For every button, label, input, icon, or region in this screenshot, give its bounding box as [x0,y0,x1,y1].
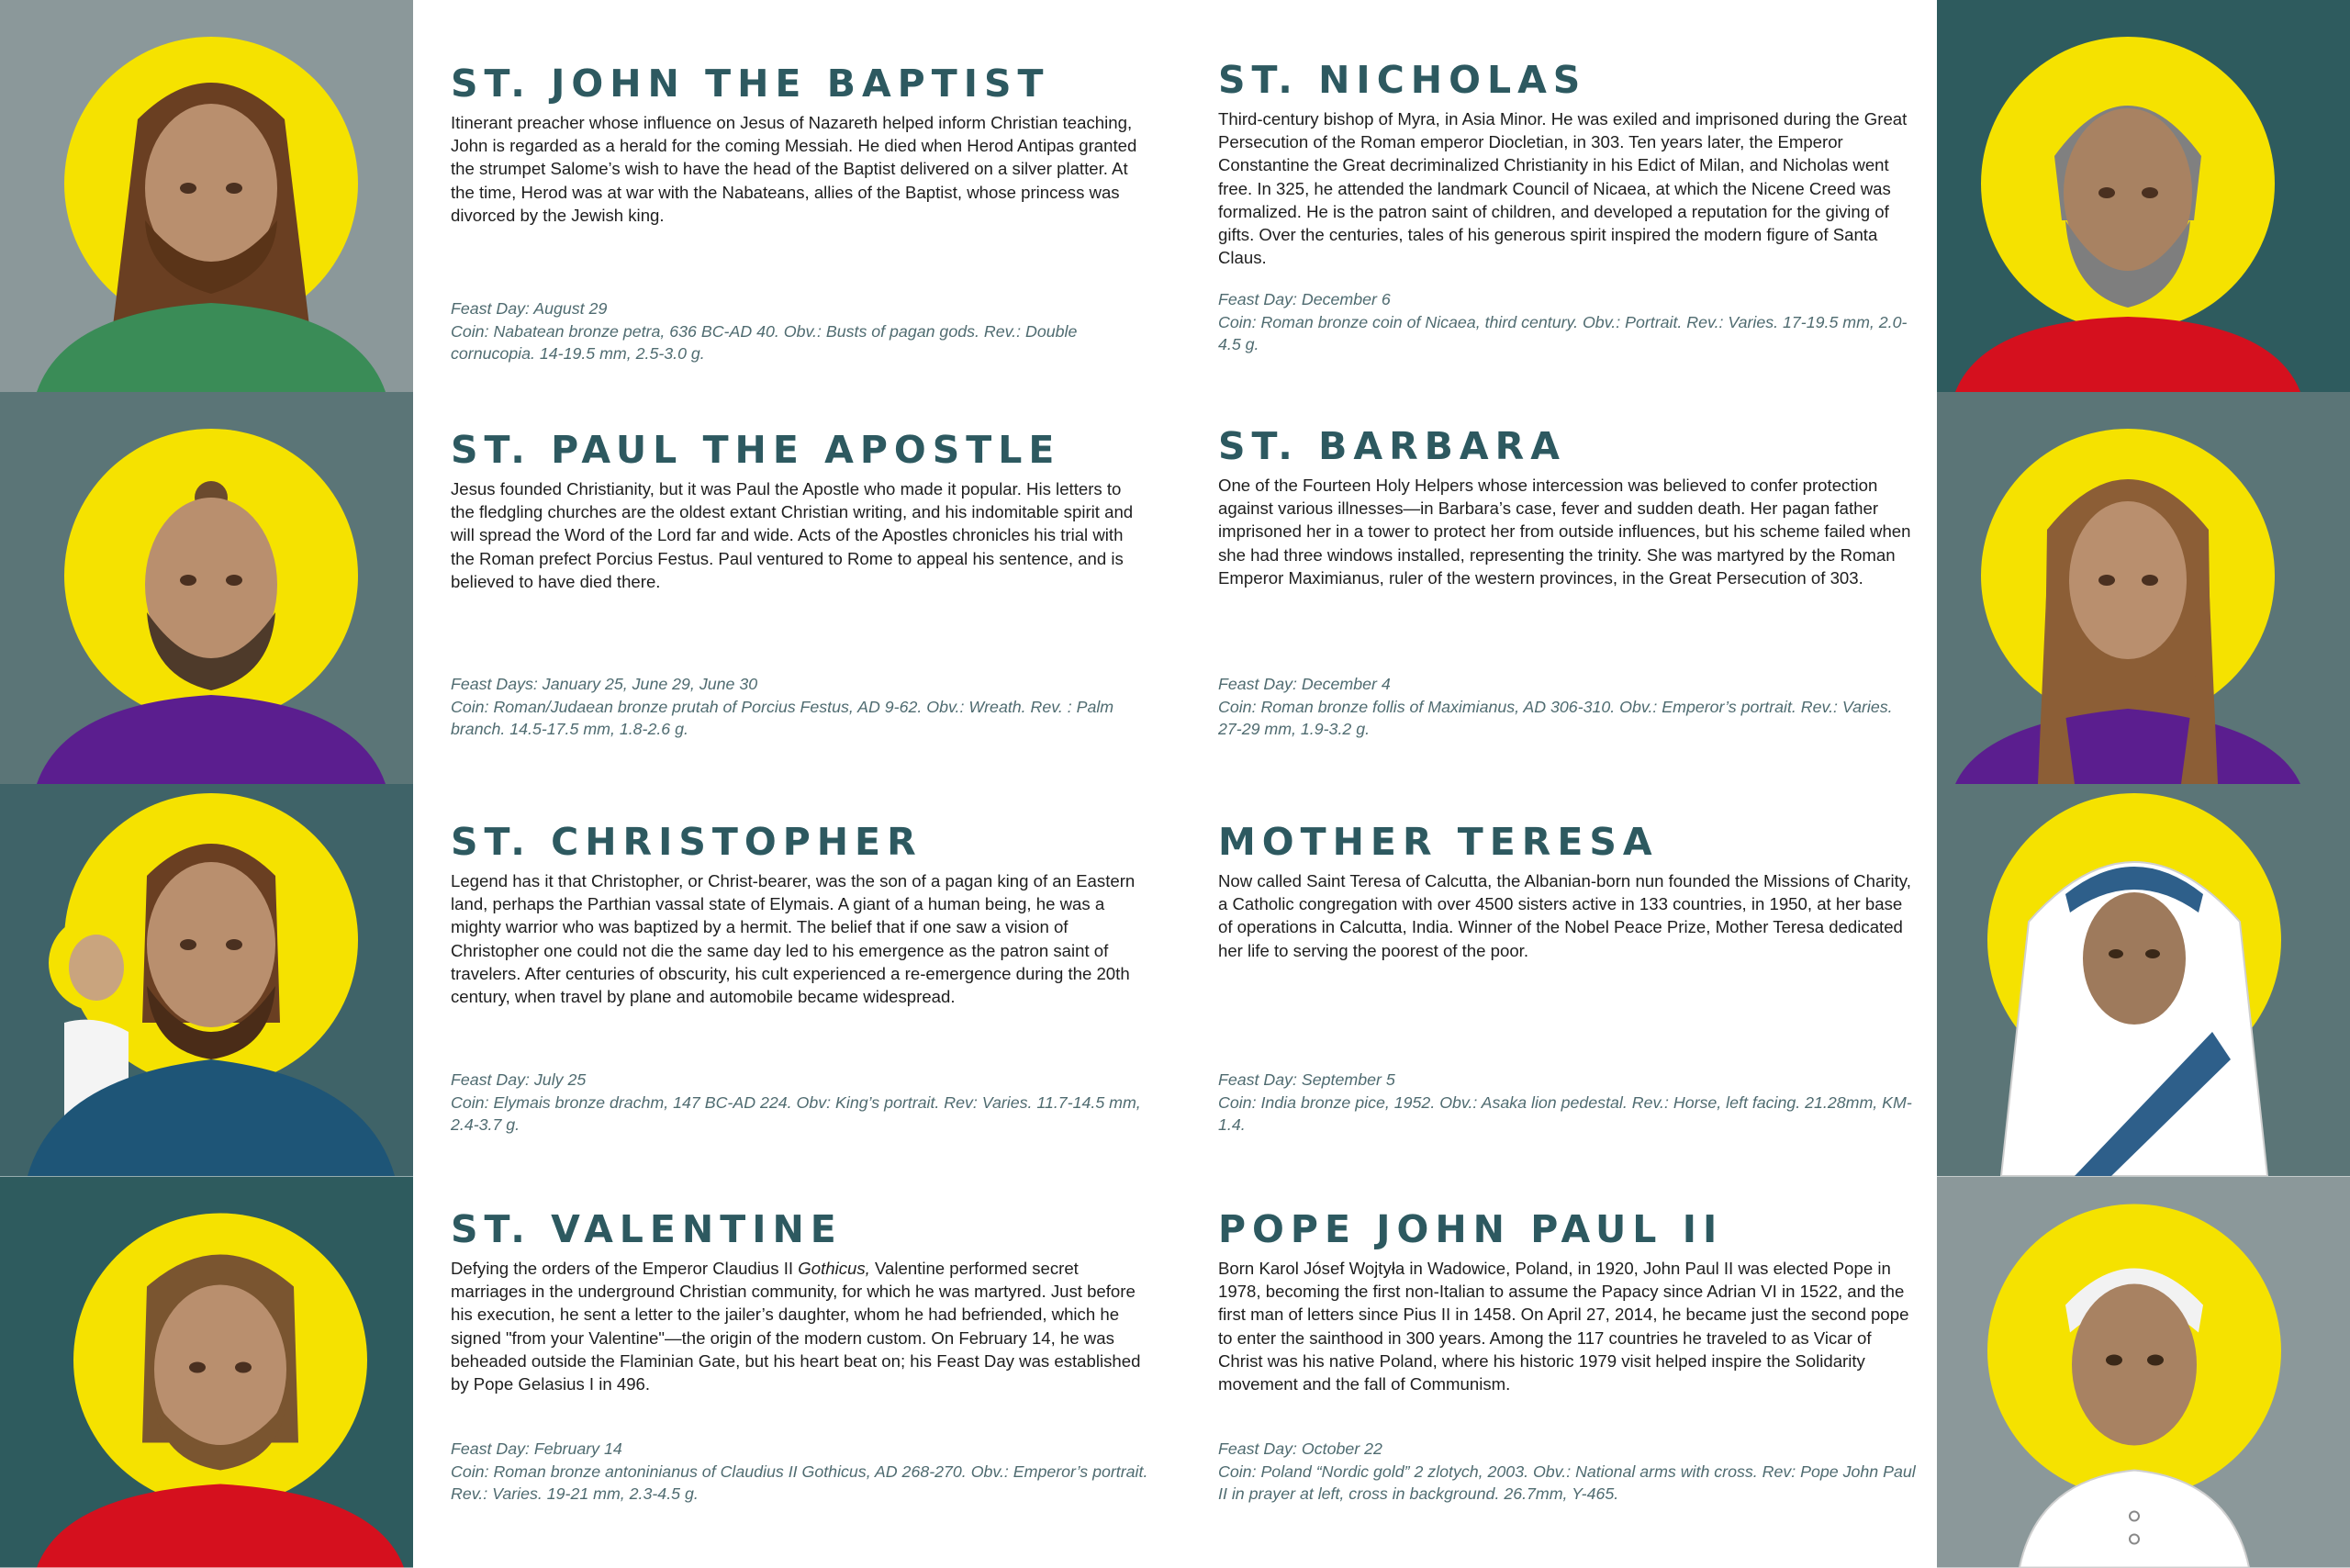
saint-name: ST. NICHOLAS [1218,58,1587,102]
saint-details [1218,673,1916,741]
paul-portrait [0,392,413,784]
feast-day: Feast Day: December 6 [1218,290,1391,308]
nicholas-portrait [1937,0,2350,392]
coin-description: Coin: Roman bronze antoninianus of Claudius II Gothicus, AD 268-270. Obv.: Emperor’s portrait. Rev.: Varies. 19-21 mm, 2.3-4.5 g. [451,1462,1148,1504]
feast-day: Feast Day: July 25 [451,1070,587,1089]
feast-day: Feast Day: September 5 [1218,1070,1395,1089]
saint-name: ST. CHRISTOPHER [451,820,923,864]
feast-day: Feast Day: December 4 [1218,675,1391,693]
saint-details [451,673,1148,741]
saint-name: POPE JOHN PAUL II [1218,1207,1724,1251]
saint-bio: One of the Fourteen Holy Helpers whose intercession was believed to confer protection against various illnesses—in Barbara’s case, fever and sudden death. Her pagan father imprisoned her in a tower to protect her from outside influences, but his scheme failed when she had three windows installed, representing the trinity. She was martyred by the Roman Emperor Maximianus, ruler of the western provinces, in the Great Persecution of 303. [1218,476,1911,588]
saint-bio: Jesus founded Christianity, but it was Paul the Apostle who made it popular. His letters to the fledgling churches are the oldest extant Christian writing, and his indomitable spirit and will spread the Word of the Lord far and wide. Acts of the Apostles chronicles his trial with the Roman prefect Porcius Festus. Paul ventured to Rome to appeal his sentence, and is believed to have died there. [451,479,1134,591]
saint-bio: Itinerant preacher whose influence on Jesus of Nazareth helped inform Christian teaching, John is regarded as a herald for the coming Messiah. He died when Herod Antipas granted the strumpet Salome’s wish to have the head of the Baptist delivered on a silver platter. At the time, Herod was at war with the Nabateans, allies of the Baptist, whose princess was divorced by the Jewish king. [451,113,1137,225]
saint-details [451,1069,1148,1137]
saint-bio: Third-century bishop of Myra, in Asia Minor. He was exiled and imprisoned during the Great Persecution of the Roman emperor Diocletian, in 303. Ten years later, the Emperor Constantine the Great decriminalized Christianity in his Edict of Milan, and Nicholas went free. In 325, he attended the landmark Council of Nicaea, at which the Nicene Creed was formalized. He is the patron saint of children, and developed a reputation for the giving of gifts. Over the centuries, tales of his generous spirit inspired the modern figure of Santa Claus. [1218,109,1908,268]
christopher-portrait [0,784,413,1176]
saint-details [1218,288,1916,356]
saint-name: MOTHER TERESA [1218,820,1659,864]
john-paul-ii-portrait [1937,1176,2350,1568]
john-the-baptist-portrait [0,0,413,392]
saint-details [451,297,1148,365]
coin-description: Coin: India bronze pice, 1952. Obv.: Asaka lion pedestal. Rev.: Horse, left facing. 21.28mm, KM-1.4. [1218,1092,1912,1135]
saint-name: ST. PAUL THE APOSTLE [451,428,1061,472]
saint-details [1218,1069,1916,1137]
coin-description: Coin: Nabatean bronze petra, 636 BC-AD 40. Obv.: Busts of pagan gods. Rev.: Double cornucopia. 14-19.5 mm, 2.5-3.0 g. [451,321,1078,364]
feast-day: Feast Days: January 25, June 29, June 30 [451,675,758,693]
saint-bio: Now called Saint Teresa of Calcutta, the Albanian-born nun founded the Missions of Charity, a Catholic congregation with over 4500 sisters active in 133 countries, in 1950, at her base of operations in Calcutta, India. Winner of the Nobel Peace Prize, Mother Teresa dedicated her life to serving the poorest of the poor. [1218,871,1911,960]
barbara-portrait [1937,392,2350,784]
coin-description: Coin: Elymais bronze drachm, 147 BC-AD 224. Obv: King’s portrait. Rev: Varies. 11.7-14.5 mm, 2.4-3.7 g. [451,1092,1141,1135]
feast-day: Feast Day: February 14 [451,1439,622,1458]
saint-name: ST. JOHN THE BAPTIST [451,62,1050,106]
mother-teresa-portrait [1937,784,2350,1176]
coin-description: Coin: Roman bronze coin of Nicaea, third century. Obv.: Portrait. Rev.: Varies. 17-19.5 mm, 2.0-4.5 g. [1218,312,1908,354]
saint-bio: Legend has it that Christopher, or Christ-bearer, was the son of a pagan king of an Eastern land, perhaps the Parthian vassal state of Elymais. A giant of a human being, he was a mighty warrior who was baptized by a hermit. The belief that if one saw a vision of Christopher one could not die the same day led to his emergence as the patron saint of travelers. After centuries of obscurity, his cult experienced a re-emergence during the 20th century, when travel by plane and automobile became widespread. [451,871,1136,1007]
saint-bio: Defying the orders of the Emperor Claudius II Gothicus, Valentine performed secret marriages in the underground Christian community, for which he was martyred. Just before his execution, he sent a letter to the jailer’s daughter, whom he had befriended, which he signed "from your Valentine"—the origin of the modern custom. On February 14, he was beheaded outside the Flaminian Gate, but his heart beat on; his Feast Day was established by Pope Gelasius I in 496. [451,1259,1141,1394]
saint-details [451,1438,1148,1506]
saint-name: ST. BARBARA [1218,424,1566,468]
coin-description: Coin: Roman/Judaean bronze prutah of Porcius Festus, AD 9-62. Obv.: Wreath. Rev. : Palm branch. 14.5-17.5 mm, 1.8-2.6 g. [451,697,1114,739]
saint-name: ST. VALENTINE [451,1207,843,1251]
coin-description: Coin: Poland “Nordic gold” 2 zlotych, 2003. Obv.: National arms with cross. Rev: Pope John Paul II in prayer at left, cross in background. 26.7mm, Y-465. [1218,1462,1916,1504]
feast-day: Feast Day: October 22 [1218,1439,1382,1458]
coin-description: Coin: Roman bronze follis of Maximianus, AD 306-310. Obv.: Emperor’s portrait. Rev.: Varies. 27-29 mm, 1.9-3.2 g. [1218,697,1893,739]
valentine-portrait [0,1176,413,1568]
feast-day: Feast Day: August 29 [451,299,608,318]
saint-details [1218,1438,1916,1506]
saint-bio: Born Karol Jósef Wojtyła in Wadowice, Poland, in 1920, John Paul II was elected Pope in 1978, becoming the first non-Italian to assume the Papacy since Adrian VI in 1522, and the first man of letters since Pius II in 1458. On April 27, 2014, he became just the second pope to enter the sainthood in 300 years. Among the 117 countries he traveled to as Vicar of Christ was his native Poland, where his historic 1979 visit helped inspire the Solidarity movement and the fall of Communism. [1218,1259,1909,1394]
